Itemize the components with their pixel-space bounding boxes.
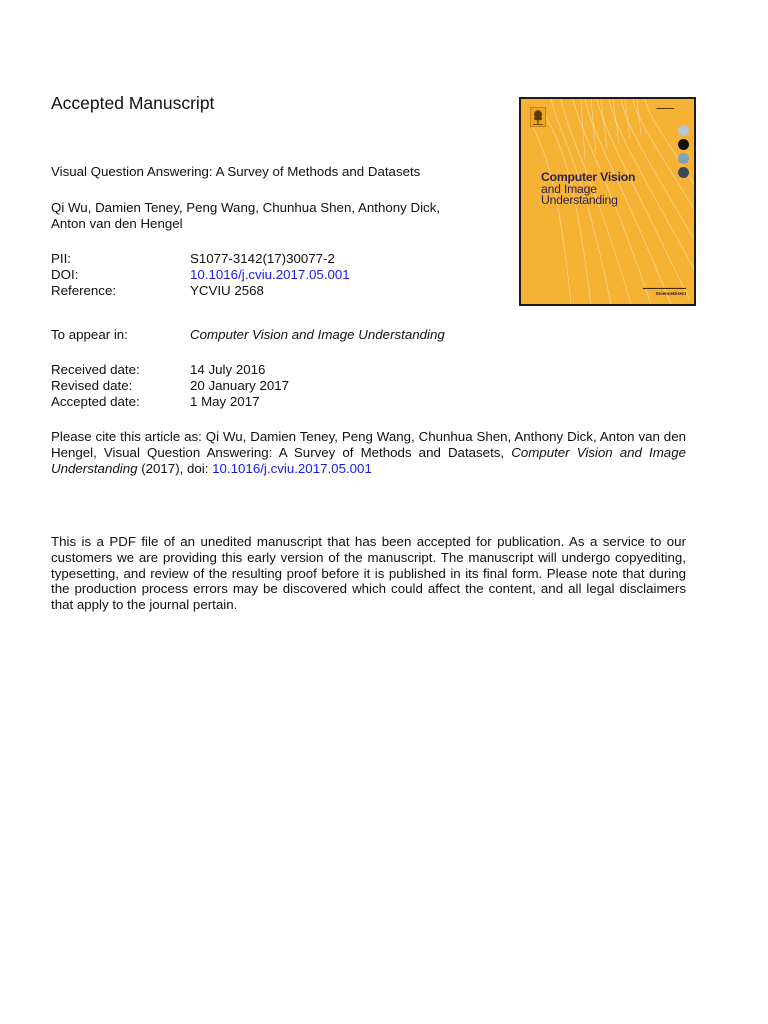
received-value: 14 July 2016	[190, 362, 266, 377]
thumbnail-icon	[678, 153, 689, 164]
cover-title-line: Understanding	[541, 193, 618, 207]
cover-footer-fineprint: ▬▬▬▬▬▬▬▬▬▬▬▬	[642, 286, 686, 290]
pii-row	[51, 251, 350, 267]
reference-value: YCVIU 2568	[190, 283, 264, 298]
article-title: Visual Question Answering: A Survey of Methods and Datasets	[51, 164, 421, 179]
accepted-label: Accepted date:	[51, 394, 140, 409]
author-list	[51, 200, 440, 232]
thumbnail-icon	[678, 125, 689, 136]
revised-value: 20 January 2017	[190, 378, 290, 393]
doi-label: DOI:	[51, 267, 79, 282]
revised-row	[51, 378, 289, 394]
appear-row	[51, 327, 445, 343]
received-label: Received date:	[51, 362, 140, 377]
accepted-value: 1 May 2017	[190, 394, 260, 409]
journal-block	[51, 327, 445, 343]
cover-footer	[643, 286, 686, 296]
authors-line: Anton van den Hengel	[51, 216, 183, 231]
citation-paragraph	[51, 429, 686, 476]
revised-label: Revised date:	[51, 378, 133, 393]
page-heading: Accepted Manuscript	[51, 93, 215, 113]
pii-value: S1077-3142(17)30077-2	[190, 251, 335, 266]
citation-doi-link[interactable]: 10.1016/j.cviu.2017.05.001	[212, 460, 372, 476]
appear-label: To appear in:	[51, 327, 128, 342]
accepted-row	[51, 394, 289, 410]
reference-row	[51, 283, 350, 299]
authors-line: Qi Wu, Damien Teney, Peng Wang, Chunhua Shen, Anthony Dick,	[51, 200, 441, 215]
elsevier-tree-logo-icon	[530, 107, 546, 127]
reference-label: Reference:	[51, 283, 117, 298]
pii-label: PII:	[51, 251, 71, 266]
cover-title-line: Computer Vision	[541, 170, 636, 184]
sciencedirect-brand: ScienceDirect	[655, 291, 686, 296]
cover-title	[541, 172, 691, 207]
cover-panel	[521, 99, 694, 304]
disclaimer-paragraph: This is a PDF file of an unedited manuscript that has been accepted for publication. As a service to our customers we are providing this early version of the manuscript. The manuscript will undergo copyediting, typesetting, and review of the resulting proof before it is published in its final form. Please note that during the production process errors may be discovered which could affect the content, and all legal disclaimers that apply to the journal pertain.	[51, 534, 686, 613]
citation-text: Please cite this article as: Qi Wu, Damien Teney, Peng Wang, Chunhua Shen, Anthony Dick, Anton van den Hengel, Visual Question Answering: A Survey of Methods and Datasets,	[51, 429, 686, 460]
received-row	[51, 362, 289, 378]
cover-title-line: and Image	[541, 181, 597, 196]
doi-link[interactable]: 10.1016/j.cviu.2017.05.001	[190, 267, 350, 282]
citation-journal: Computer Vision and Image Understanding	[51, 444, 686, 476]
thumbnail-icon	[678, 139, 689, 150]
identifier-block	[51, 251, 350, 299]
dates-block	[51, 362, 289, 410]
citation-year: (2017), doi:	[137, 460, 213, 476]
journal-name: Computer Vision and Image Understanding	[190, 327, 445, 342]
cover-issn-mark: ▬▬▬▬▬	[656, 106, 674, 110]
doi-row	[51, 267, 350, 283]
journal-cover	[519, 97, 696, 306]
